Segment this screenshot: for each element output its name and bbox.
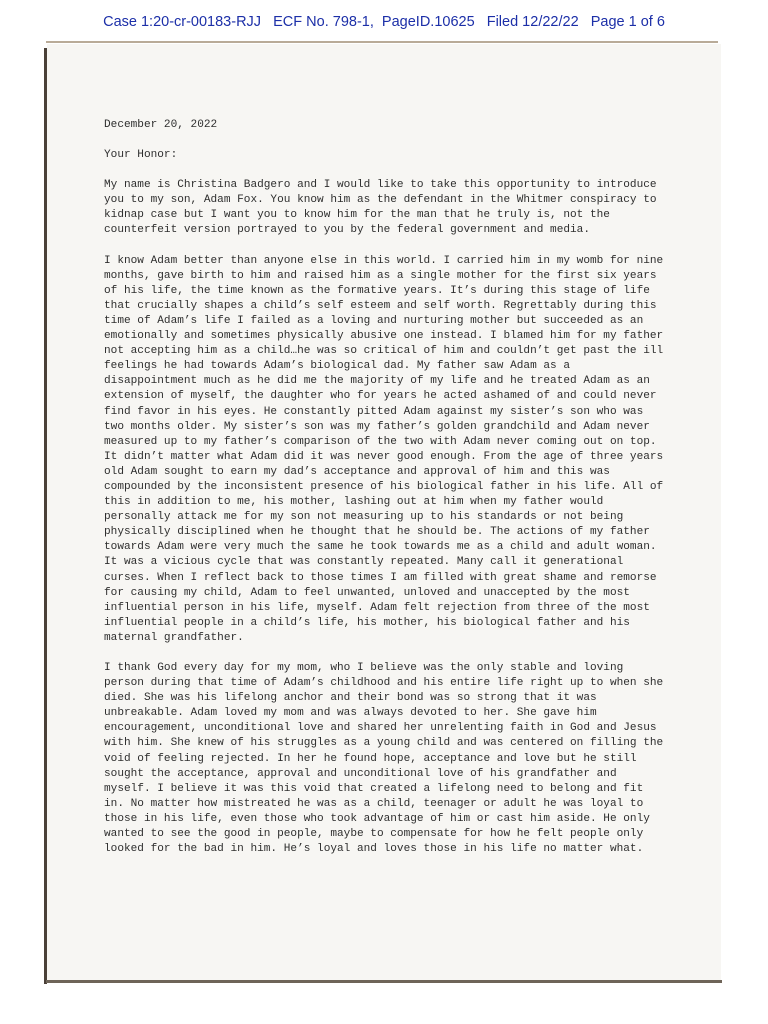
- paragraph-line: wanted to see the good in people, maybe to compensate for how he felt people only: [104, 828, 644, 841]
- paragraph-line: void of feeling rejected. In her he found hope, acceptance and love but he still: [104, 752, 637, 765]
- letter-body: [104, 118, 674, 872]
- paragraph-line: disappointment much as he did me the majority of my life and he treated Adam as an: [104, 375, 650, 388]
- paragraph-line: kidnap case but I want you to know him for the man that he truly is, not the: [104, 209, 610, 222]
- paragraph-line: It was a vicious cycle that was constantly repeated. Many call it generational: [104, 556, 624, 569]
- paragraph-line: curses. When I reflect back to those times I am filled with great shame and remorse: [104, 571, 657, 584]
- paragraph-line: encouragement, unconditional love and shared her unrelenting faith in God and Jesus: [104, 722, 657, 735]
- paragraph-line: myself. I believe it was this void that created a lifelong need to belong and fit: [104, 782, 644, 795]
- letter-paragraph: [104, 661, 674, 857]
- paragraph-line: of his life, the time known as the formative years. It’s during this stage of life: [104, 284, 650, 297]
- paragraph-line: two months older. My sister’s son was my father’s golden grandchild and Adam never: [104, 420, 650, 433]
- paragraph-line: I know Adam better than anyone else in this world. I carried him in my womb for nine: [104, 254, 664, 267]
- paragraph-line: towards Adam were very much the same he took towards me as a child and adult woman.: [104, 541, 657, 554]
- paragraph-line: counterfeit version portrayed to you by the federal government and media.: [104, 224, 590, 237]
- paragraph-line: maternal grandfather.: [104, 631, 244, 644]
- paragraph-line: those in his life, even those who took advantage of him or cast him aside. He only: [104, 812, 650, 825]
- paragraph-line: It didn’t matter what Adam did it was never good enough. From the age of three years: [104, 450, 664, 463]
- paragraph-line: this in addition to me, his mother, lashing out at him when my father would: [104, 496, 604, 509]
- letter-date: December 20, 2022: [104, 119, 218, 131]
- letter-paragraph: [104, 254, 674, 646]
- scan-edge-bottom: [46, 980, 722, 983]
- letter-salutation: Your Honor:: [104, 149, 178, 162]
- paragraph-line: time of Adam’s life I failed as a loving and nurturing mother but succeeded as an: [104, 314, 644, 327]
- paragraph-line: in. No matter how mistreated he was as a child, teenager or adult he was loyal to: [104, 797, 644, 810]
- paragraph-line: old Adam sought to earn my dad’s acceptance and approval of him and this was: [104, 465, 610, 478]
- paragraph-line: that crucially shapes a child’s self esteem and self worth. Regrettably during this: [104, 299, 657, 312]
- paragraph-line: feelings he had towards Adam’s biological dad. My father saw Adam as a: [104, 360, 571, 373]
- paragraph-line: personally attack me for my son not measuring up to his standards or not being: [104, 511, 624, 524]
- paragraph-line: influential people in a child’s life, his mother, his biological father and his: [104, 616, 630, 629]
- letter-paragraphs: [104, 178, 674, 857]
- paragraph-line: influential person in his life, myself. Adam felt rejection from three of the most: [104, 601, 650, 614]
- paragraph-line: find favor in his eyes. He constantly pitted Adam against my sister’s son who was: [104, 405, 644, 418]
- paragraph-line: compounded by the inconsistent presence of his biological father in his life. All of: [104, 480, 664, 493]
- paragraph-line: extension of myself, the daughter who for years he acted ashamed of and could never: [104, 390, 657, 403]
- paragraph-line: for causing my child, Adam to feel unwanted, unloved and unaccepted by the most: [104, 586, 630, 599]
- paragraph-line: emotionally and sometimes physically abusive one instead. I blamed him for my father: [104, 330, 664, 343]
- paragraph-line: not accepting him as a child…he was so critical of him and couldn’t get past the ill: [104, 345, 664, 358]
- paragraph-line: measured up to my father’s comparison of the two with Adam never coming out on top.: [104, 435, 657, 448]
- scan-edge-left: [44, 48, 47, 984]
- paragraph-line: looked for the bad in him. He’s loyal and loves those in his life no matter what.: [104, 843, 644, 856]
- scan-edge-top: [46, 41, 718, 43]
- case-header: Case 1:20-cr-00183-RJJ ECF No. 798-1, PageID.10625 Filed 12/22/22 Page 1 of 6: [103, 14, 665, 30]
- paragraph-line: I thank God every day for my mom, who I believe was the only stable and loving: [104, 662, 624, 674]
- paragraph-line: My name is Christina Badgero and I would like to take this opportunity to introduce: [104, 179, 657, 192]
- letter-paragraph: [104, 178, 674, 238]
- paragraph-line: person during that time of Adam’s childhood and his entire life right up to when she: [104, 677, 664, 690]
- paragraph-line: sought the acceptance, approval and unconditional love of his grandfather and: [104, 767, 617, 780]
- paragraph-line: physically disciplined when he thought that he should be. The actions of my father: [104, 526, 650, 539]
- paragraph-line: months, gave birth to him and raised him as a single mother for the first six years: [104, 269, 657, 282]
- paragraph-line: with him. She knew of his struggles as a young child and was centered on filling the: [104, 737, 664, 750]
- paragraph-line: you to my son, Adam Fox. You know him as the defendant in the Whitmer conspiracy to: [104, 194, 657, 207]
- paragraph-line: died. She was his lifelong anchor and their bond was so strong that it was: [104, 692, 597, 705]
- paragraph-line: unbreakable. Adam loved my mom and was always devoted to her. She gave him: [104, 707, 597, 720]
